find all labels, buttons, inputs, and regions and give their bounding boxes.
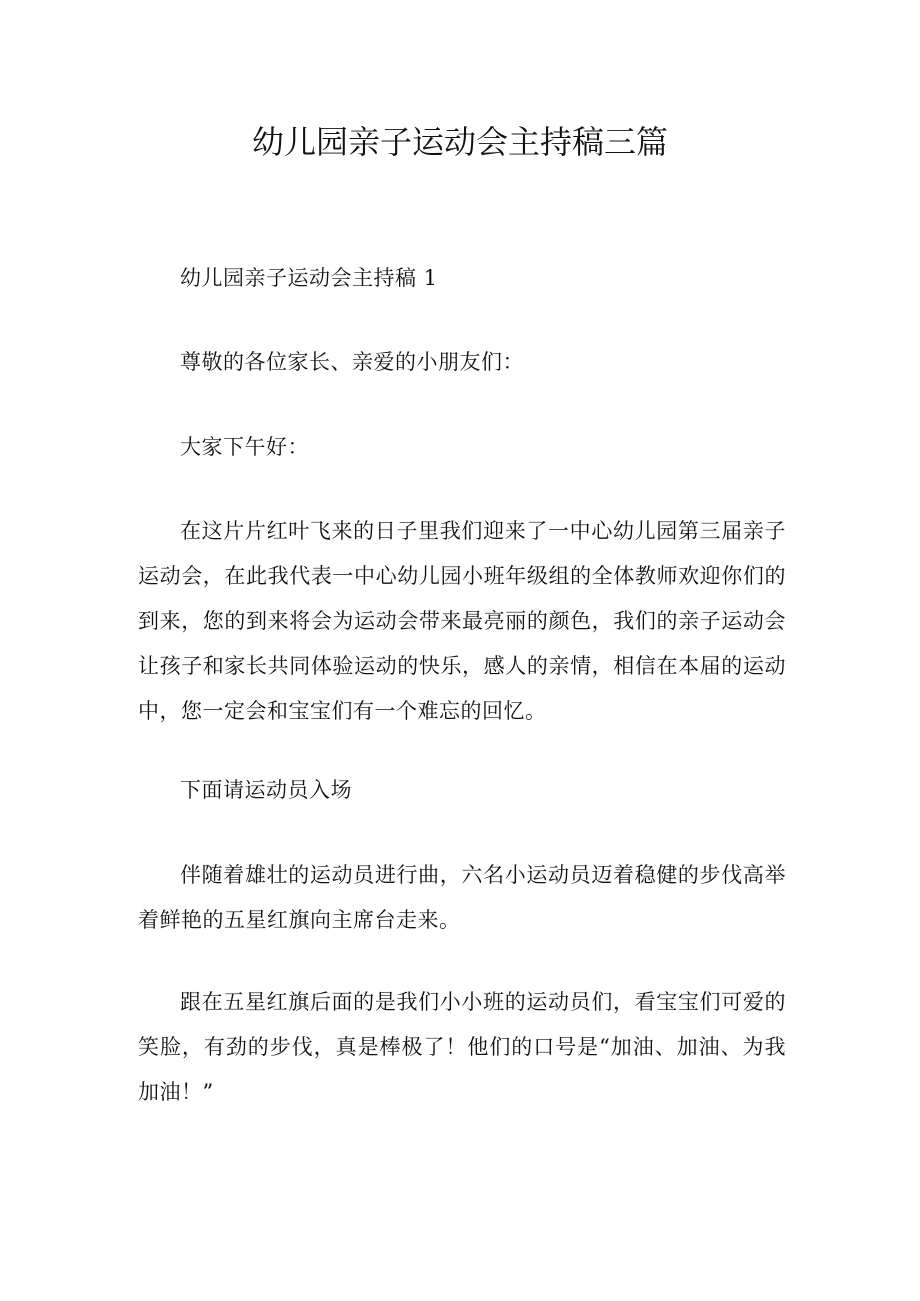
- body-paragraph: 在这片片红叶飞来的日子里我们迎来了一中心幼儿园第三届亲子运动会，在此我代表一中心幼儿园小班年级组的全体教师欢迎你们的到来，您的到来将会为运动会带来最亮丽的颜色，我们的亲子运动会让孩子和家长共同体验运动的快乐，感人的亲情，相信在本届的运动中，您一定会和宝宝们有一个难忘的回忆。: [138, 519, 786, 723]
- section-heading: 幼儿园亲子运动会主持稿 1: [180, 266, 438, 290]
- body-paragraph: 跟在五星红旗后面的是我们小小班的运动员们，看宝宝们可爱的笑脸，有劲的步伐，真是棒极了！他们的口号是“加油、加油、为我加油！”: [138, 990, 786, 1104]
- greeting-line: 大家下午好：: [180, 435, 309, 459]
- body-paragraph: 下面请运动员入场: [180, 778, 352, 802]
- greeting-salutation: 尊敬的各位家长、亲爱的小朋友们：: [180, 350, 524, 374]
- body-paragraph: 伴随着雄壮的运动员进行曲，六名小运动员迈着稳健的步伐高举着鲜艳的五星红旗向主席台走来。: [138, 863, 786, 932]
- document-title: 幼儿园亲子运动会主持稿三篇: [251, 123, 668, 161]
